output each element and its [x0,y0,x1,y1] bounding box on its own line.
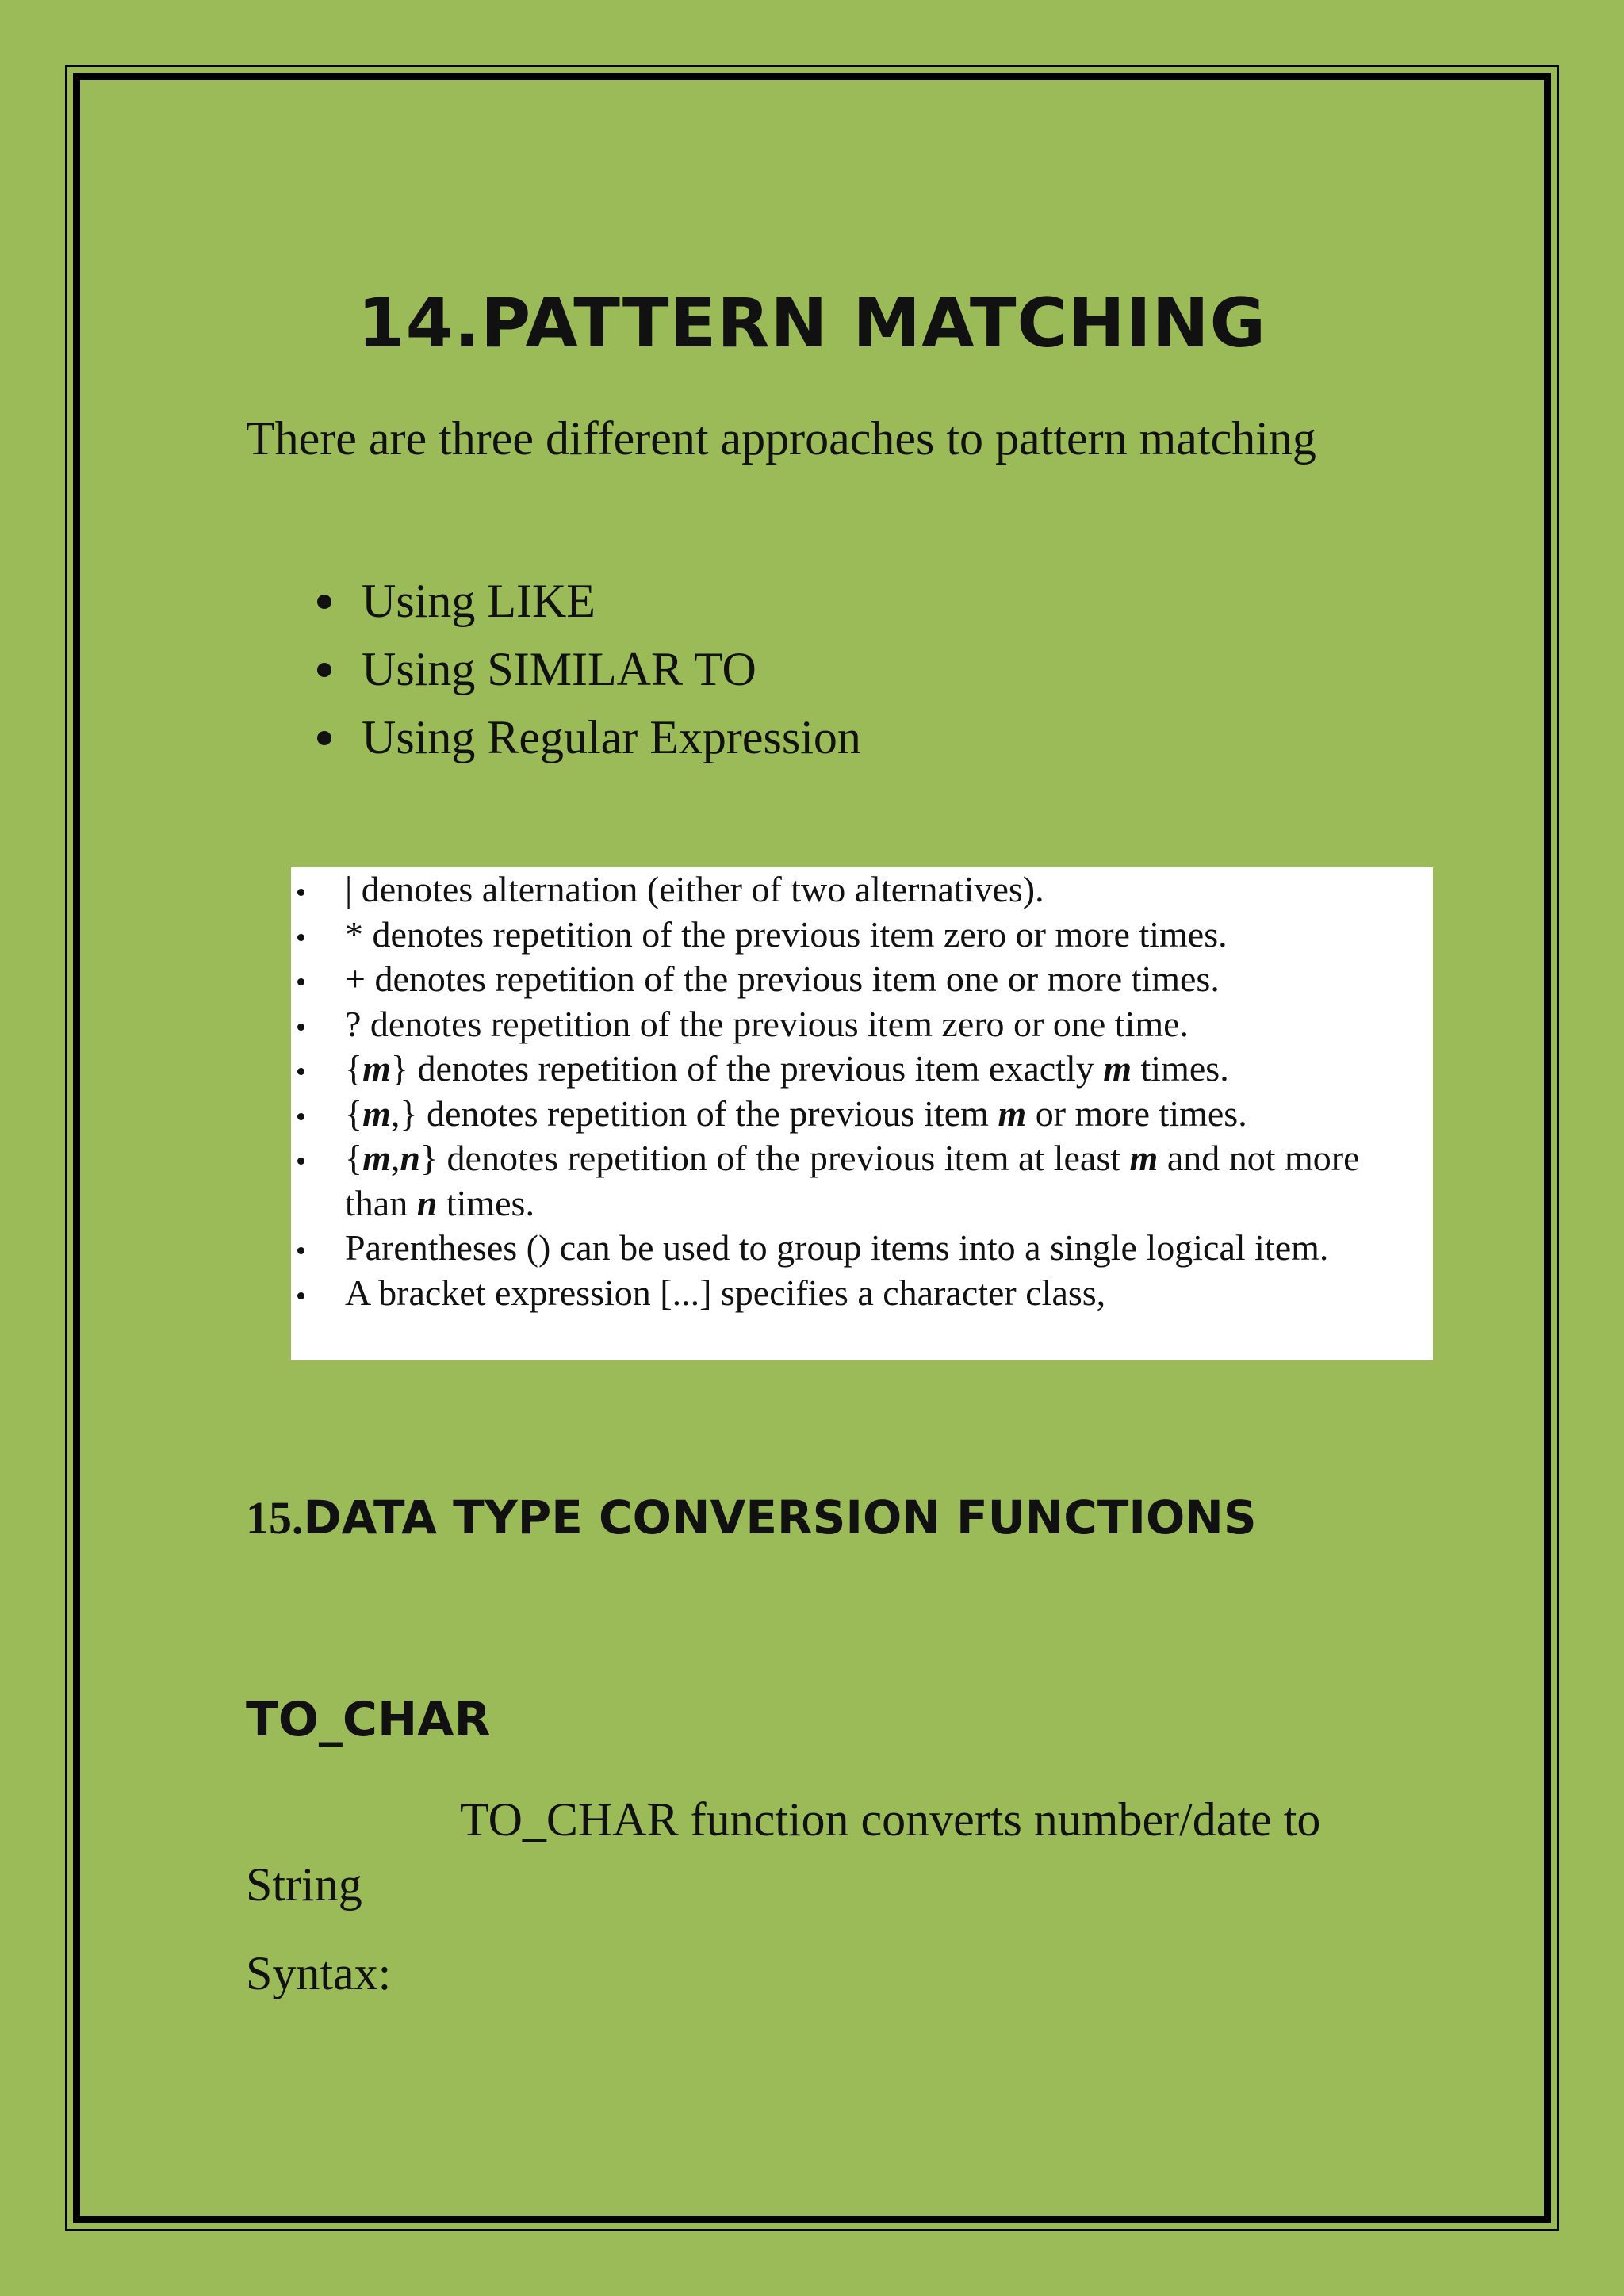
rule-var: m [362,1048,391,1089]
rule-item [345,913,1393,958]
list-item: Using LIKE [317,571,861,639]
rule-text: ,} denotes repetition of the previous item [390,1093,998,1134]
rule-var: m [1129,1138,1159,1178]
rule-var: m [362,1138,391,1178]
rule-text: } denotes repetition of the previous item at least [419,1138,1130,1178]
rule-var: n [416,1182,438,1223]
rule-text: A bracket expression [...] specifies a character class, [345,1272,1106,1313]
rule-text: times. [437,1182,534,1223]
rule-text: and not more than [345,1138,1360,1223]
rule-text: , [390,1138,400,1178]
rule-var: m [998,1093,1027,1134]
rule-text: { [345,1048,363,1089]
regex-rules-box [291,867,1433,1360]
rule-item [345,1092,1393,1137]
rule-text: Parentheses () can be used to group items into a single logical item. [345,1227,1329,1268]
rule-text: { [345,1138,363,1178]
regex-rules-list [345,867,1393,1315]
rule-text: + denotes repetition of the previous item one or more times. [345,959,1220,999]
to-char-description: TO_CHAR function converts number/date to String [246,1793,1321,1911]
rule-text: | denotes alternation (either of two alternatives). [345,869,1044,909]
rule-item [345,1136,1393,1226]
approaches-list [317,571,861,775]
rule-item [345,1047,1393,1092]
rule-text: or more times. [1026,1093,1247,1134]
rule-item [345,1226,1393,1271]
list-item: Using SIMILAR TO [317,639,861,707]
section-15-number: 15. [246,1492,304,1544]
syntax-label: Syntax: [246,1947,392,1999]
section-14-title: 14.PATTERN MATCHING [357,284,1267,363]
rule-var: m [362,1093,391,1134]
rule-item [345,957,1393,1002]
rule-text: { [345,1093,363,1134]
pattern-matching-intro: There are three different approaches to pattern matching [246,412,1316,465]
rule-text: } denotes repetition of the previous item exactly [390,1048,1104,1089]
section-15-title: DATA TYPE CONVERSION FUNCTIONS [303,1490,1257,1544]
to-char-heading: TO_CHAR [246,1692,491,1747]
rule-item [345,1271,1393,1316]
rule-var: m [1103,1048,1132,1089]
rule-var: n [400,1138,420,1178]
rule-text: * denotes repetition of the previous item zero or more times. [345,913,1228,955]
rule-text: ? denotes repetition of the previous item zero or one time. [345,1003,1189,1044]
list-item: Using Regular Expression [317,707,861,775]
rule-item [345,867,1393,913]
section-15-heading [246,1490,1257,1544]
rule-text: times. [1132,1048,1229,1089]
rule-item [345,1002,1393,1047]
